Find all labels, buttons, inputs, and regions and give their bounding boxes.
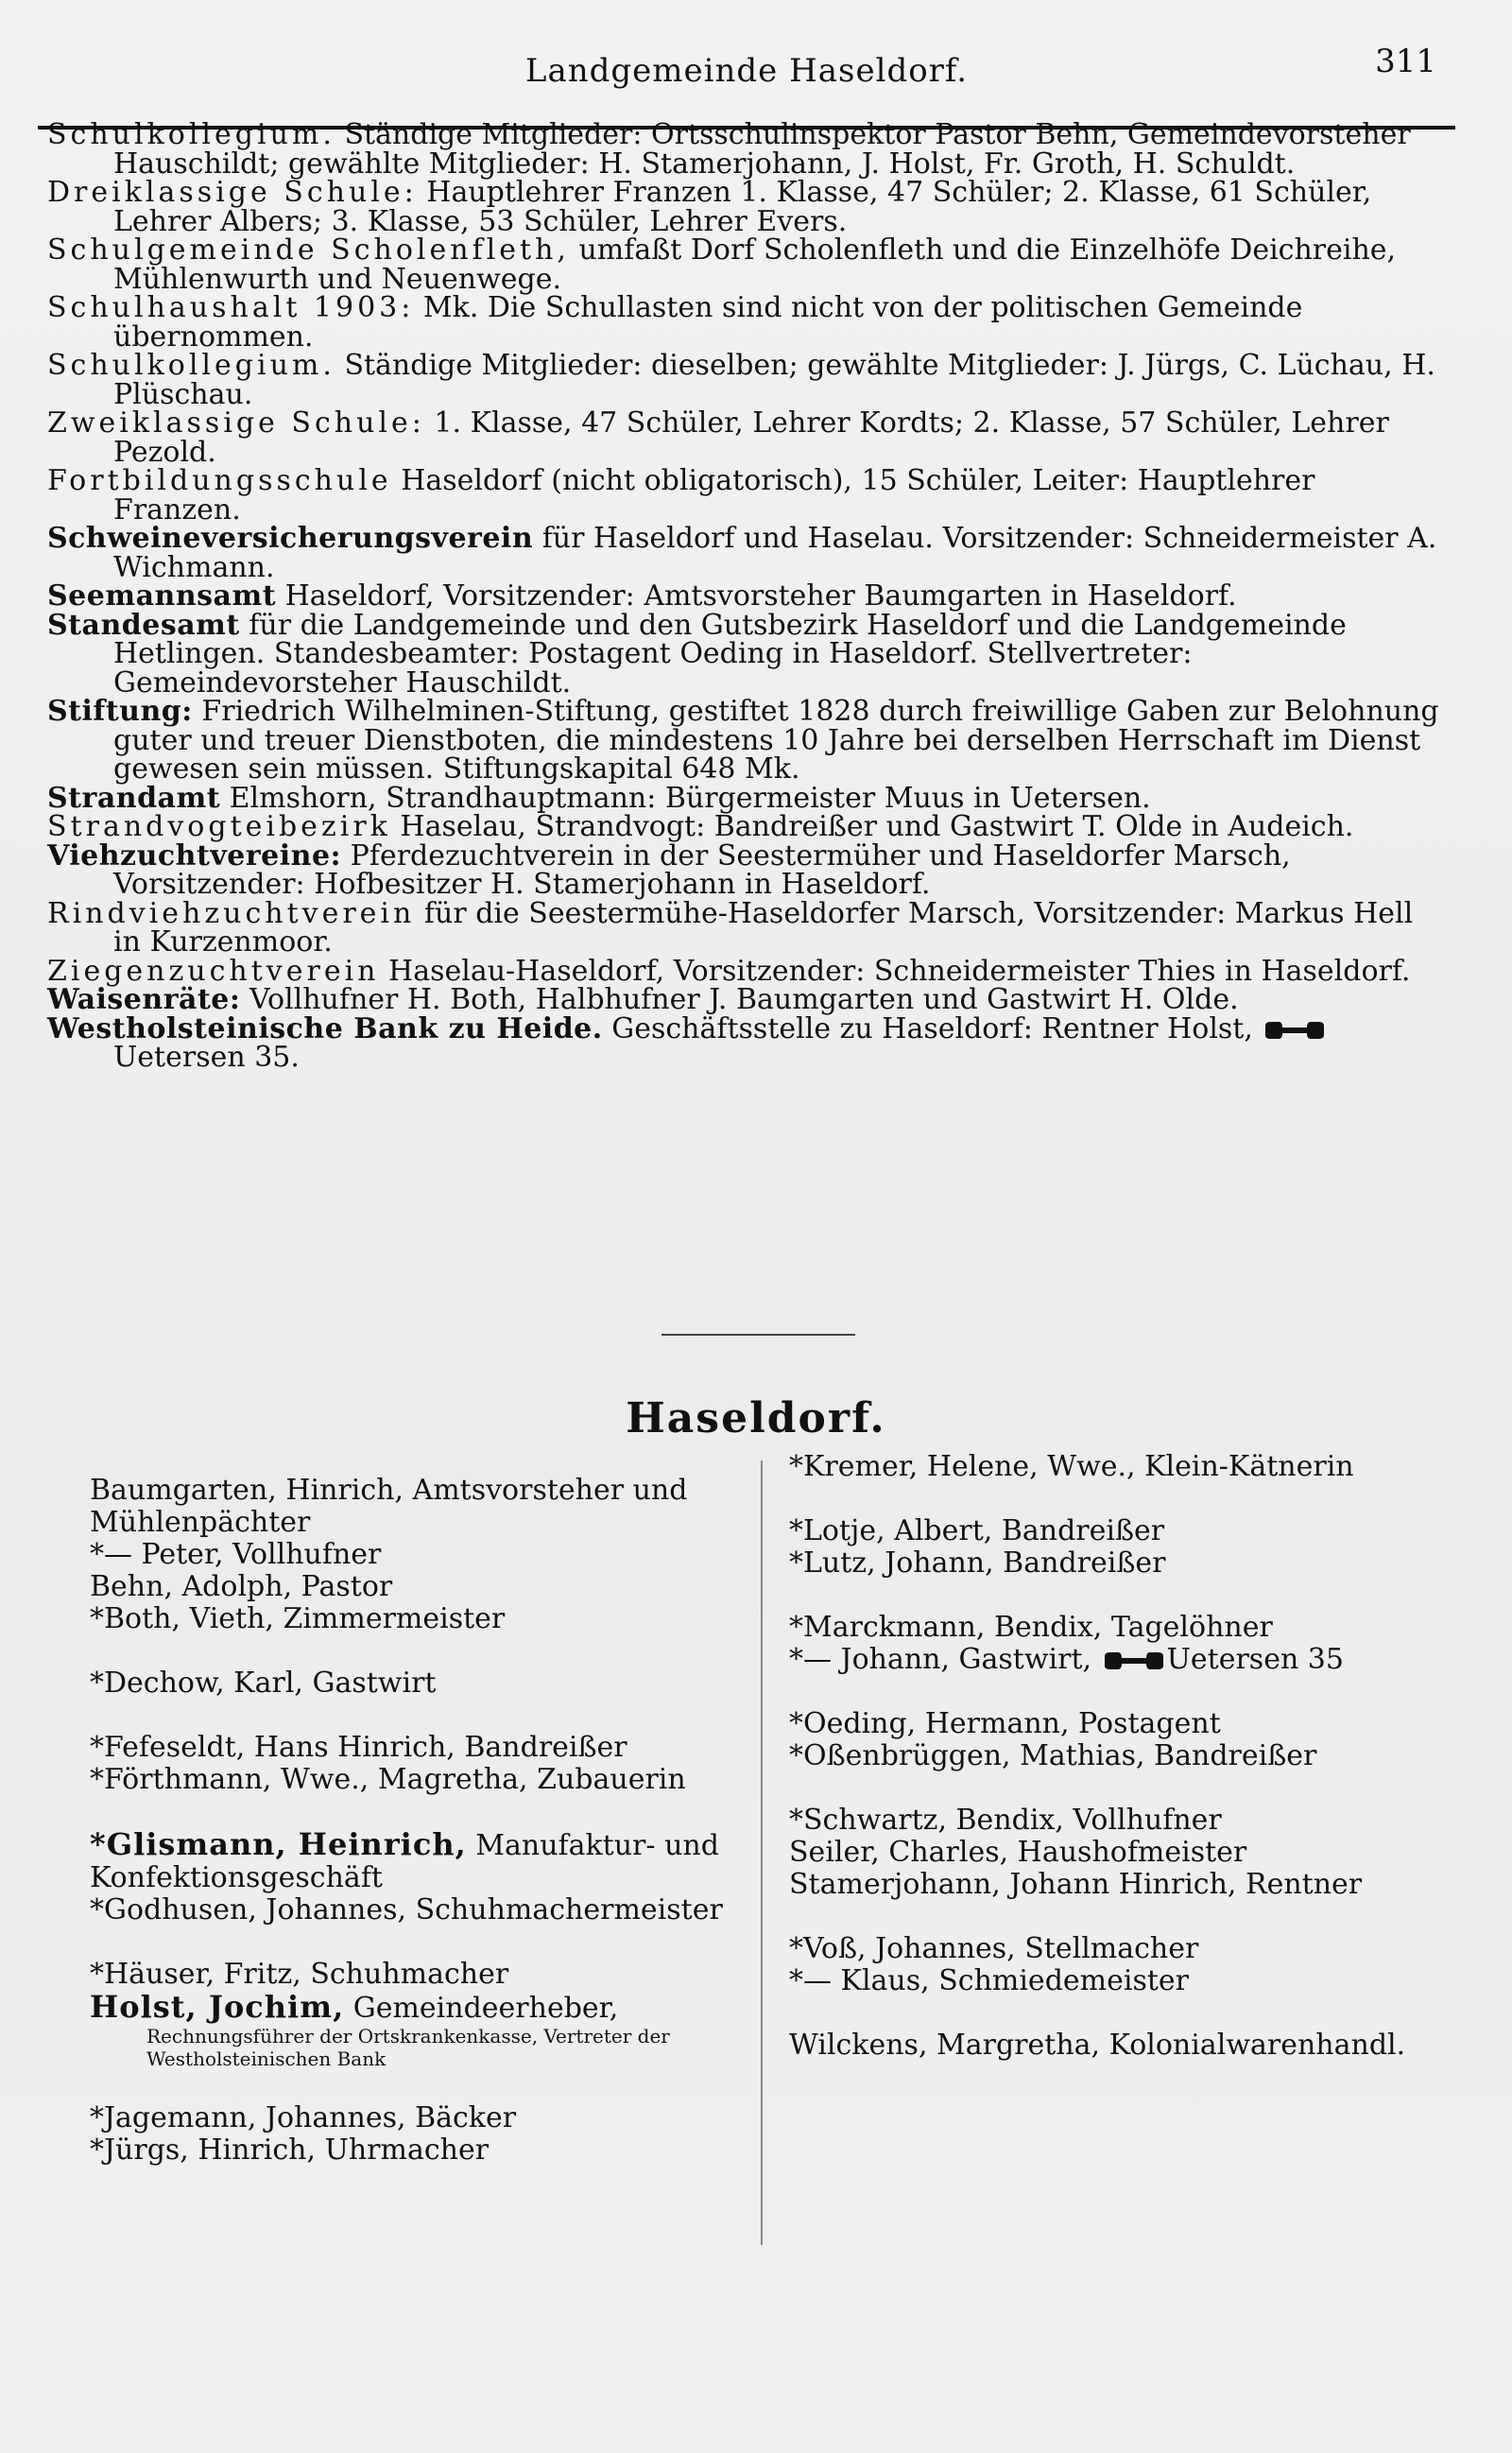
entry-heading: Stiftung: [47, 695, 193, 728]
telephone-icon [1262, 1020, 1328, 1041]
entry-text: Mk. Die Schullasten sind nicht von der politischen Gemeinde übernommen. [113, 291, 1303, 354]
directory-entry [47, 291, 1446, 354]
entry-spacer [90, 2070, 751, 2102]
directory-entry [47, 838, 1446, 901]
entry-heading: Westholsteinische Bank zu Heide. [47, 1011, 603, 1045]
resident-text: *— Peter, Vollhufner [90, 1538, 382, 1571]
directory-entry [47, 406, 1446, 469]
resident-entry [90, 1991, 751, 2070]
resident-text: *Förthmann, Wwe., Magretha, Zubauerin [90, 1763, 686, 1796]
resident-entry [789, 1451, 1451, 1483]
resident-text: *Kremer, Helene, Wwe., Klein-Kätnerin [789, 1450, 1354, 1483]
residents-left-column [90, 1475, 751, 2167]
directory-entry [47, 954, 1446, 988]
entry-text: Ständige Mitglieder: Ortsschulinspektor Pastor Behn, Gemeindevorsteher Hauschildt; gewählte Mitglieder: H. Stamerjohann, J. Holst, Fr. Groth, H. Schuldt. [113, 118, 1411, 181]
resident-note: Rechnungsführer der Ortskrankenkasse, Vertreter der Westholsteinischen Bank [146, 2025, 670, 2070]
directory-entry [47, 522, 1446, 584]
entry-term: Dreiklassige Schule: [47, 176, 418, 209]
resident-text: *Godhusen, Johannes, Schuhmachermeister [90, 1893, 723, 1926]
resident-entry [789, 1740, 1451, 1772]
resident-text: *Fefeseldt, Hans Hinrich, Bandreißer [90, 1731, 627, 1764]
resident-entry [789, 1580, 1451, 1644]
resident-entry [789, 1869, 1451, 1901]
entry-text: Friedrich Wilhelminen-Stiftung, gestiftet 1828 durch freiwillige Gaben zur Belohnung guter und treuer Dienstboten, die mindestens 10 Jahre bei derselben Herrschaft im Dienst gewesen sein müssen. Stiftungskapital 648 Mk. [113, 695, 1439, 786]
resident-text: Manufaktur- und Konfektionsgeschäft [90, 1829, 719, 1894]
resident-entry [90, 1635, 751, 1700]
resident-entry [789, 1644, 1451, 1676]
entry-text: Haselau-Haseldorf, Vorsitzender: Schneidermeister Thies in Haseldorf. [388, 954, 1411, 988]
entry-spacer [789, 1772, 1451, 1805]
entry-spacer [789, 1483, 1451, 1515]
directory-entry [47, 349, 1446, 411]
resident-text: *Jagemann, Johannes, Bäcker [90, 2101, 517, 2134]
resident-text: Seiler, Charles, Haushofmeister [789, 1836, 1247, 1869]
resident-text: *Lutz, Johann, Bandreißer [789, 1546, 1166, 1580]
resident-entry [789, 1772, 1451, 1837]
directory-entry [47, 579, 1446, 613]
resident-text: *Voß, Johannes, Stellmacher [789, 1932, 1199, 1965]
resident-text: *Marckmann, Bendix, Tagelöhner [789, 1611, 1273, 1644]
resident-text: *Häuser, Fritz, Schuhmacher [90, 1958, 509, 1991]
resident-text: *Both, Vieth, Zimmermeister [90, 1602, 506, 1635]
entry-heading: Seemannsamt [47, 579, 277, 613]
entry-spacer [789, 1580, 1451, 1612]
entry-term: Strandvogteibezirk [47, 810, 391, 843]
resident-entry [789, 1837, 1451, 1869]
resident-entry [90, 1764, 751, 1796]
directory-entry [47, 464, 1446, 527]
entry-text: für die Landgemeinde und den Gutsbezirk Haseldorf und die Landgemeinde Hetlingen. Standesbeamter: Postagent Oeding in Haseldorf. Stellvertreter: Gemeindevorsteher Hauschildt. [113, 608, 1347, 700]
resident-text: *Lotje, Albert, Bandreißer [789, 1514, 1165, 1547]
resident-entry [789, 1901, 1451, 1965]
entry-spacer [789, 1901, 1451, 1933]
resident-text: *Oeding, Hermann, Postagent [789, 1707, 1221, 1740]
resident-text: Stamerjohann, Johann Hinrich, Rentner [789, 1868, 1363, 1901]
entry-text: Elmshorn, Strandhauptmann: Bürgermeister Muus in Uetersen. [229, 781, 1151, 815]
entry-spacer [90, 1926, 751, 1959]
entry-term: Rindviehzuchtverein [47, 896, 416, 930]
residents-right-column [789, 1451, 1451, 2062]
entry-text: umfaßt Dorf Scholenfleth und die Einzelhöfe Deichreihe, Mühlenwurth und Neuenwege. [113, 233, 1397, 296]
resident-text: Wilckens, Margretha, Kolonialwarenhandl. [789, 2029, 1406, 2062]
directory-entry [47, 695, 1446, 786]
column-rule [761, 1460, 763, 2245]
telephone-icon [1101, 1650, 1167, 1671]
entry-term: Fortbildungsschule [47, 464, 392, 497]
phone-number: Uetersen 35 [1166, 1643, 1344, 1676]
resident-name-bold: Holst, Jochim, [90, 1989, 345, 2025]
directory-entry [47, 896, 1446, 959]
directory-entry [47, 983, 1446, 1016]
resident-text: Baumgarten, Hinrich, Amtsvorsteher und Mühlenpächter [90, 1474, 688, 1539]
resident-text: Behn, Adolph, Pastor [90, 1570, 393, 1603]
entry-text: Haselau, Strandvogt: Bandreißer und Gastwirt T. Olde in Audeich. [400, 810, 1354, 843]
entry-spacer [789, 1997, 1451, 2030]
entry-spacer [789, 1676, 1451, 1708]
resident-entry [90, 1700, 751, 1764]
resident-entry [90, 1539, 751, 1571]
resident-entry [789, 1483, 1451, 1547]
resident-text: *Jürgs, Hinrich, Uhrmacher [90, 2133, 490, 2167]
entry-text: Vollhufner H. Both, Halbhufner J. Baumgarten und Gastwirt H. Olde. [249, 983, 1239, 1016]
resident-entry [90, 1571, 751, 1603]
entry-heading: Waisenräte: [47, 983, 241, 1016]
resident-entry [90, 1796, 751, 1894]
resident-text: *Oßenbrüggen, Mathias, Bandreißer [789, 1739, 1317, 1772]
directory-entry [47, 810, 1446, 843]
entry-text: Hauptlehrer Franzen 1. Klasse, 47 Schüler; 2. Klasse, 61 Schüler, Lehrer Albers; 3. Klasse, 53 Schüler, Lehrer Evers. [113, 176, 1372, 238]
resident-entry [90, 1926, 751, 1991]
resident-text: *— Klaus, Schmiedemeister [789, 1964, 1189, 1997]
resident-entry [90, 2070, 751, 2134]
entry-term: Schulgemeinde Scholenfleth, [47, 233, 570, 267]
resident-name-bold: *Glismann, Heinrich, [90, 1826, 467, 1862]
entry-term: Schulhaushalt 1903: [47, 291, 415, 324]
resident-entry [789, 1997, 1451, 2062]
entry-text: Geschäftsstelle zu Haseldorf: Rentner Holst, [611, 1011, 1253, 1045]
entry-term: Zweiklassige Schule: [47, 406, 425, 440]
resident-entry [789, 1965, 1451, 1997]
entry-heading: Viehzuchtvereine: [47, 838, 342, 872]
page-title: Landgemeinde Haseldorf. [524, 52, 969, 90]
entry-text: Ständige Mitglieder: dieselben; gewählte Mitglieder: J. Jürgs, C. Lüchau, H. Plüschau. [113, 349, 1435, 411]
entry-heading: Strandamt [47, 781, 221, 815]
entry-text: Pferdezuchtverein in der Seestermüher und Haseldorfer Marsch, Vorsitzender: Hofbesitzer H. Stamerjohann in Haseldorf. [113, 838, 1291, 901]
entry-heading: Standesamt [47, 608, 240, 642]
directory-entry [47, 176, 1446, 238]
resident-entry [789, 1676, 1451, 1740]
entry-text: Haseldorf (nicht obligatorisch), 15 Schüler, Leiter: Hauptlehrer Franzen. [113, 464, 1315, 527]
section-title: Haseldorf. [626, 1394, 886, 1442]
resident-entry [90, 1894, 751, 1926]
phone-number: Uetersen 35. [113, 1041, 300, 1074]
entry-text: für die Seestermühe-Haseldorfer Marsch, Vorsitzender: Markus Hell in Kurzenmoor. [113, 896, 1414, 959]
resident-entry [789, 1547, 1451, 1580]
entry-term: Schulkollegium. [47, 349, 335, 382]
entry-spacer [90, 1635, 751, 1667]
page-number: 311 [1375, 43, 1436, 80]
entry-text: Haseldorf, Vorsitzender: Amtsvorsteher Baumgarten in Haseldorf. [284, 579, 1237, 613]
entry-text: für Haseldorf und Haselau. Vorsitzender: Schneidermeister A. Wichmann. [113, 522, 1437, 584]
resident-text: *— Johann, Gastwirt, [789, 1643, 1092, 1676]
resident-text: Gemeindeerheber, [352, 1992, 619, 2025]
resident-text: *Schwartz, Bendix, Vollhufner [789, 1804, 1222, 1837]
directory-entry [47, 118, 1446, 181]
section-divider [662, 1334, 855, 1336]
entry-term: Ziegenzuchtverein [47, 954, 380, 988]
directory-entry [47, 233, 1446, 296]
page-header [38, 43, 1455, 109]
resident-entry [90, 1475, 751, 1539]
entry-spacer [90, 1796, 751, 1828]
resident-entry [90, 2134, 751, 2167]
entry-term: Schulkollegium. [47, 118, 335, 151]
entry-list [47, 118, 1446, 1074]
directory-entry [47, 1011, 1446, 1074]
entry-heading: Schweineversicherungsverein [47, 522, 534, 555]
resident-entry [90, 1603, 751, 1635]
entry-text: 1. Klasse, 47 Schüler, Lehrer Kordts; 2. Klasse, 57 Schüler, Lehrer Pezold. [113, 406, 1389, 469]
directory-entry [47, 608, 1446, 700]
resident-text: *Dechow, Karl, Gastwirt [90, 1667, 437, 1700]
directory-entry [47, 781, 1446, 815]
entry-spacer [90, 1700, 751, 1732]
